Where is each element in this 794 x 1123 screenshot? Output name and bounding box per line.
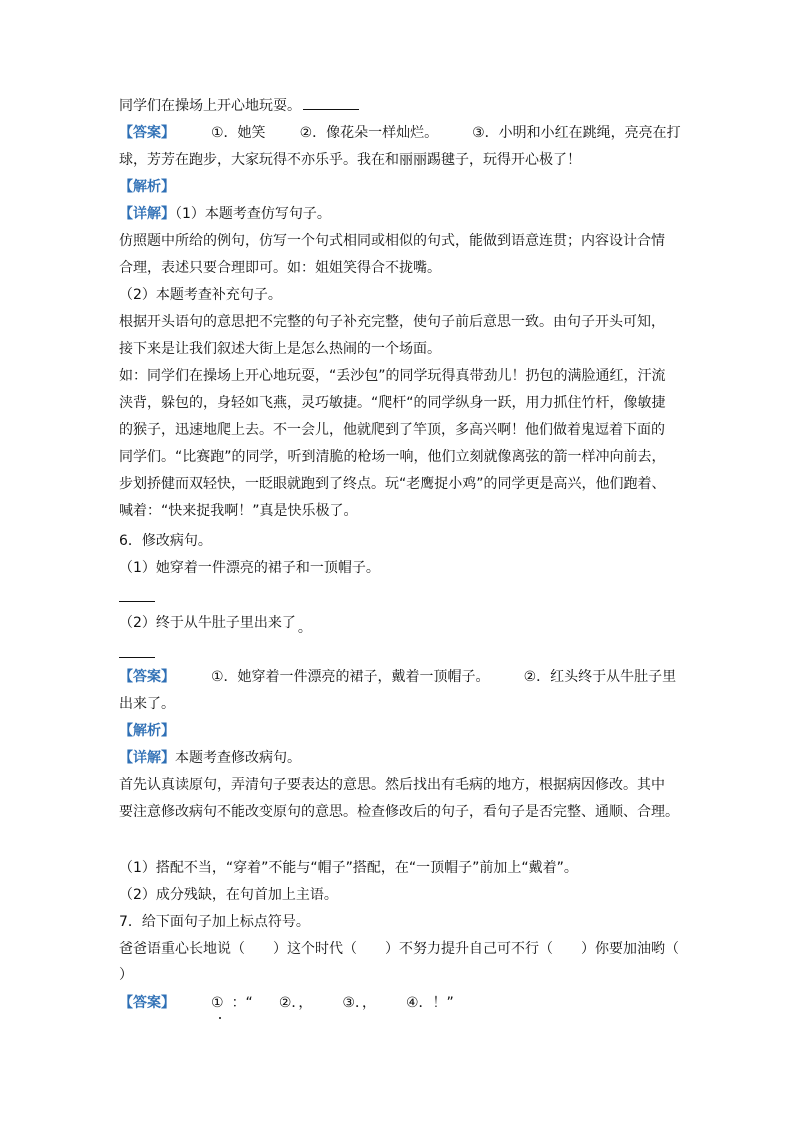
text-line: 爸爸语重心长地说（ ）这个时代（ ）不努力提升自己可不行（ ）你要加油哟（ — [119, 941, 679, 957]
answer-blank — [303, 96, 359, 110]
text-line: （1）她穿着一件漂亮的裙子和一顶帽子。 — [119, 560, 380, 576]
answer-tag: 【答案】 — [119, 995, 175, 1011]
answer-item: ：“ — [231, 995, 253, 1011]
text-line: 同学们。“比赛跑”的同学，听到清脆的枪场一响，他们立刻就像离弦的箭一样冲向前去， — [119, 449, 666, 465]
text-line — [119, 613, 312, 636]
answer-item: ②．红头终于从牛肚子里 — [523, 669, 677, 685]
text-line: 出来了。 — [119, 696, 175, 712]
answer-item: ③．， — [342, 995, 376, 1011]
answer-tag: 【答案】 — [119, 669, 175, 685]
line-text: （1）本题考查仿写句子。 — [175, 206, 331, 222]
line-text: （2）终于从牛肚子里出来了 — [119, 615, 296, 631]
answer-blank — [119, 601, 155, 602]
text-line: 的猴子，迅速地爬上去。不一会儿，他就爬到了竿顶，多高兴啊！他们做着鬼逗着下面的 — [119, 422, 665, 438]
answer-line — [119, 993, 454, 1013]
text-line: ） — [119, 967, 133, 983]
line-text: 同学们在操场上开心地玩耍。 — [119, 98, 301, 114]
answer-item: ④．！” — [405, 995, 454, 1011]
text-line: （2）成分残缺，在句首加上主语。 — [119, 887, 338, 903]
answer-blank — [119, 657, 155, 658]
analysis-tag: 【解析】 — [119, 179, 175, 195]
analysis-tag: 【解析】 — [119, 723, 175, 739]
answer-line — [119, 123, 681, 143]
line-text: 本题考查修改病句。 — [175, 750, 301, 766]
emphasis-dot — [219, 1017, 221, 1019]
text-line: 合理，表述只要合理即可。如：姐姐笑得合不拢嘴。 — [119, 260, 441, 276]
text-line — [119, 96, 359, 116]
answer-item: ③．小明和小红在跳绳，亮亮在打 — [472, 125, 681, 141]
detail-tag: 【详解】 — [119, 750, 175, 766]
question-heading: 6．修改病句。 — [119, 533, 212, 549]
question-heading: 7．给下面句子加上标点符号。 — [119, 914, 310, 930]
text-line: （2）本题考查补充句子。 — [119, 287, 282, 303]
text-line: 浃背，躲包的，身轻如飞燕，灵巧敏捷。“爬杆“的同学纵身一跃，用力抓住竹杆，像敏捷 — [119, 395, 666, 411]
detail-line — [119, 204, 331, 224]
text-line: （1）搭配不当，“穿着”不能与“帽子”搭配，在“一顶帽子”前加上“戴着”。 — [119, 860, 578, 876]
answer-item: ②．， — [278, 995, 313, 1011]
answer-item: ②．像花朵一样灿烂。 — [299, 125, 439, 141]
detail-line — [119, 748, 301, 768]
text-line: 要注意修改病句不能改变原句的意思。检查修改后的句子，看句子是否完整、通顺、合理。 — [119, 804, 679, 820]
text-line: 首先认真读原句，弄清句子要表达的意思。然后找出有毛病的地方，根据病因修改。其中 — [119, 777, 665, 793]
answer-item: ① — [211, 995, 224, 1011]
text-line: 根据开头语句的意思把不完整的句子补充完整，使句子前后意思一致。由句子开头可知， — [119, 314, 665, 330]
detail-tag: 【详解】 — [119, 206, 175, 222]
answer-line — [119, 667, 676, 687]
answer-item: ①．她笑 — [211, 125, 266, 141]
answer-item: ①．她穿着一件漂亮的裙子，戴着一顶帽子。 — [211, 669, 490, 685]
answer-tag: 【答案】 — [119, 125, 175, 141]
text-line: 接下来是让我们叙述大街上是怎么热闹的一个场面。 — [119, 341, 441, 357]
text-line: 步划挢健而双轻快，一眨眼就跑到了终点。玩“老鹰捉小鸡”的同学更是高兴，他们跑着、 — [119, 476, 666, 492]
text-line: 喊着：“快来捉我啊！”真是快乐极了。 — [119, 503, 358, 519]
line-text: 。 — [297, 620, 312, 636]
text-line: 仿照题中所给的例句，仿写一个句式相同或相似的句式，能做到语意连贯；内容设计合情 — [119, 233, 665, 249]
text-line: 如：同学们在操场上开心地玩耍，“丢沙包”的同学玩得真带劲儿！扔包的满脸通红，汗流 — [119, 368, 666, 384]
text-line: 球，芳芳在跑步，大家玩得不亦乐乎。我在和丽丽踢毽子，玩得开心极了！ — [119, 152, 581, 168]
